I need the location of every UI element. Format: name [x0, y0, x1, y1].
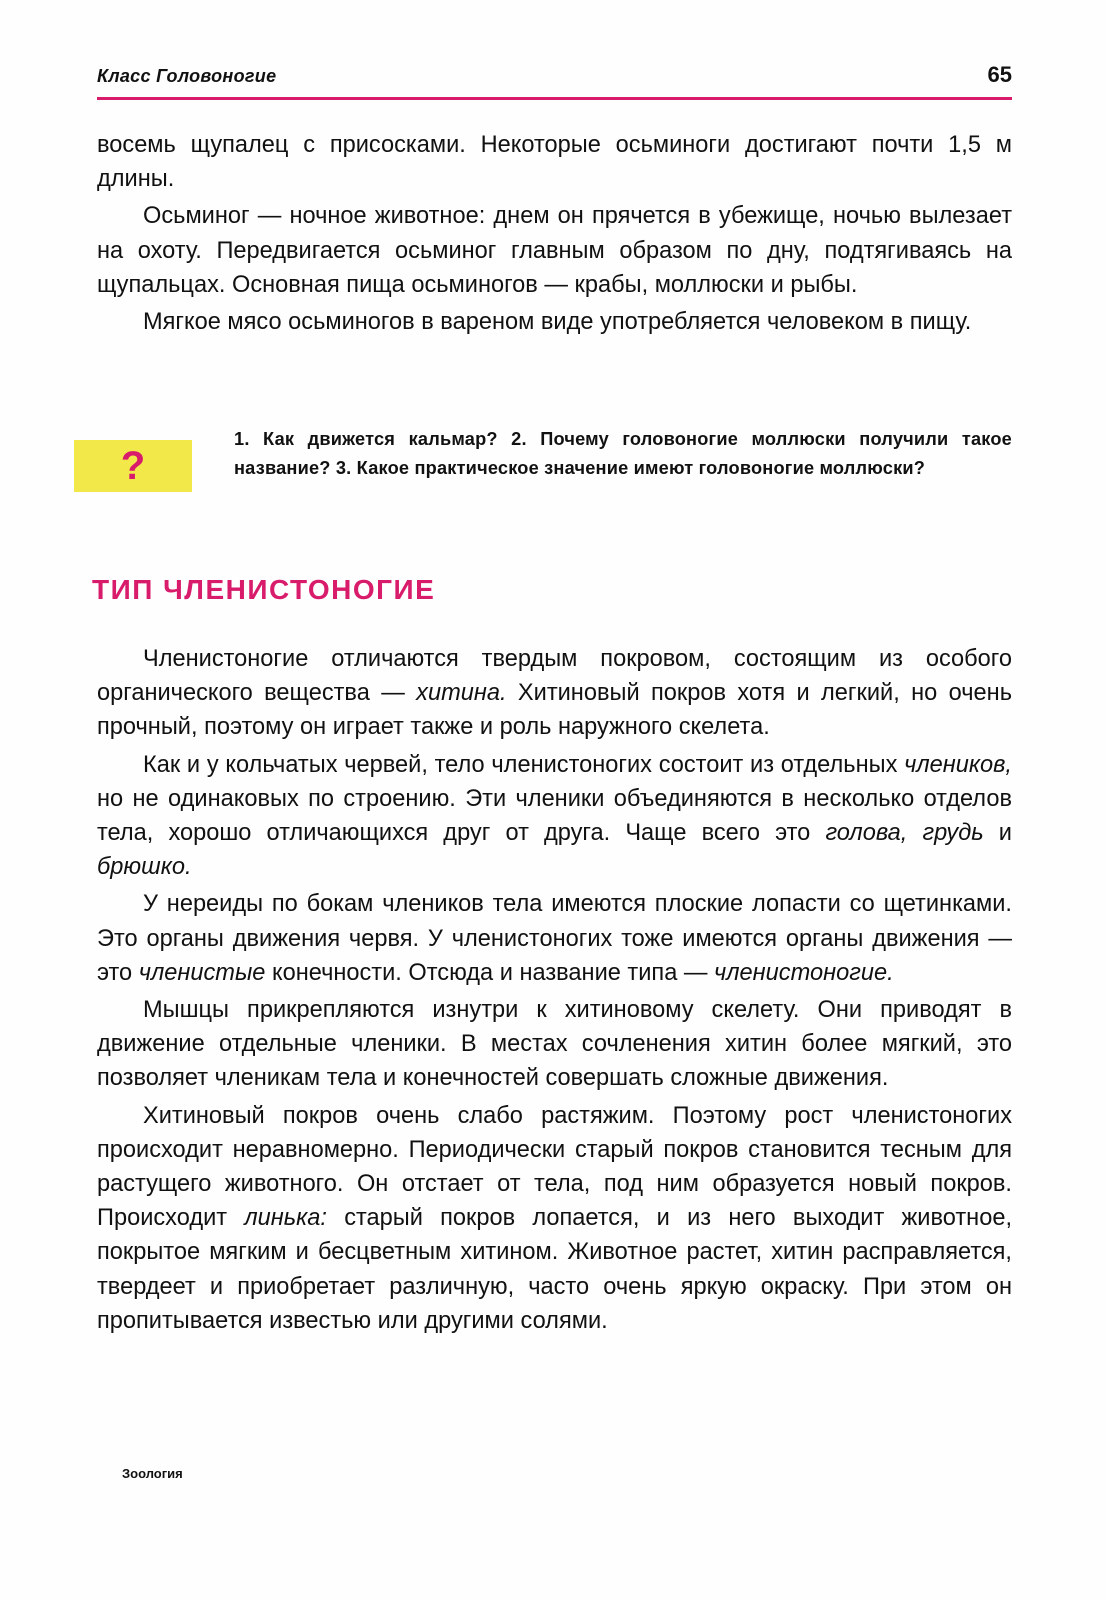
- text-run: старый покров лопается, и из него выходит животное, покрытое мягким и бесцветным хитином. Животное растет, хитин расправляется, твердеет и приобретает различную, часто очень яркую окраску. При этом он пропитывается известью или другими солями.: [97, 1205, 1012, 1334]
- paragraph: [97, 1099, 1012, 1338]
- page-number: 65: [987, 62, 1012, 87]
- signature-mark: Зоология: [122, 1466, 183, 1481]
- paragraph: восемь щупалец с присосками. Некоторые осьминоги достигают почти 1,5 м длины.: [97, 132, 1012, 193]
- octopus-text: [97, 128, 1012, 339]
- text-run: У нереиды по бокам члеников тела имеются плоские лопасти со щетинками. Это органы движения червя. У членистоногих тоже имеются органы движения — это: [97, 891, 1012, 986]
- paragraph: Мягкое мясо осьминогов в вареном виде употребляется человеком в пищу.: [143, 309, 972, 336]
- paragraph: [97, 887, 1012, 990]
- term: членистоногие.: [714, 959, 894, 986]
- term: членистые: [138, 959, 266, 986]
- text-run: и: [983, 820, 1012, 847]
- text-run: конечности. Отсюда и название типа —: [265, 959, 715, 986]
- text-run: Членистоногие отличаются твердым покровом, состоящим из особого органического вещества —: [97, 646, 1012, 707]
- term: брюшко.: [97, 854, 192, 881]
- arthropods-text: [97, 642, 1012, 1338]
- question-icon-box: [74, 440, 192, 492]
- term: члеников,: [904, 751, 1012, 778]
- paragraph: Мышцы прикрепляются изнутри к хитиновому скелету. Они приводят в движение отдельные членики. В местах сочленения хитин более мягкий, это позволяет членикам тела и конечностей совершать сложные движения.: [97, 997, 1012, 1092]
- question-mark-icon: ?: [120, 444, 146, 488]
- header-rule: [97, 97, 1012, 100]
- paragraph: Осьминог — ночное животное: днем он прячется в убежище, ночью вылезает на охоту. Передвигается осьминог главным образом по дну, подтягиваясь на щупальцах. Основная пища осьминогов — крабы, моллюски и рыбы.: [97, 203, 1012, 298]
- text-run: Хитиновый покров очень слабо растяжим. Поэтому рост членистоногих происходит неравномерно. Периодически старый покров становится тесным для растущего животного. Он отстает от тела, под ним образуется новый покров. Происходит: [97, 1102, 1012, 1232]
- term: хитина.: [416, 680, 507, 707]
- text-run: но не одинаковых по строению. Эти членики объединяются в несколько отделов тела, хорошо отличающихся друг от друга. Чаще всего это: [97, 785, 1012, 847]
- paragraph: [97, 642, 1012, 745]
- section-heading: ТИП ЧЛЕНИСТОНОГИЕ: [92, 574, 436, 605]
- term: голова, грудь: [825, 820, 984, 847]
- paragraph: [97, 748, 1012, 885]
- running-header: [97, 62, 1012, 96]
- chapter-title: Класс Головоногие: [97, 66, 277, 86]
- text-run: Как и у кольчатых червей, тело членистоногих состоит из отдельных: [143, 751, 905, 778]
- review-questions: 1. Как движется кальмар? 2. Почему головоногие моллюски получили такое название? 3. Какое практическое значение имеют головоногие моллюски?: [234, 429, 1012, 478]
- term: линька:: [244, 1205, 327, 1232]
- text-run: Хитиновый покров хотя и легкий, но очень прочный, поэтому он играет также и роль наружного скелета.: [97, 680, 1012, 741]
